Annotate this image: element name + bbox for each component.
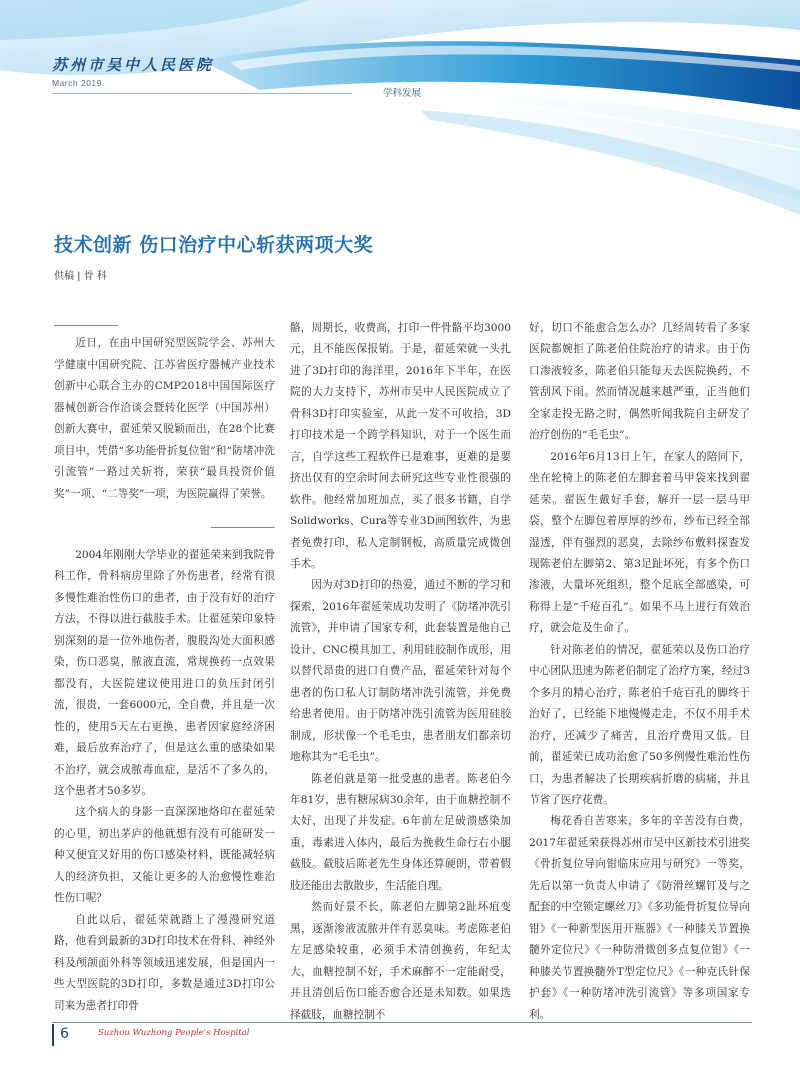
paragraph: 2004年刚刚大学毕业的翟延荣来到我院骨科工作，骨科病房里除了外伤患者，经常有很多慢性难治性伤口的患者，由于没有好的治疗方法，不得以进行截肢手术。让翟延荣印象特别深刻的是一位外地伤者，腹股沟处大面积感染，伤口恶臭，脓液直流，常规换药一点效果都没有，大医院建议使用进口的负压封闭引流，很贵，一套6000元，全自费，并且是一次性的，使用5天左右更换，患者因家庭经济困难，最后放弃治疗了，但是这么重的感染如果不治疗，就会成脓毒血症，是活不了多久的，这个患者才50多岁。 [54, 549, 275, 797]
paragraph: 然而好景不长，陈老伯左脚第2趾坏疽变黑，逐渐渗液流脓并伴有恶臭味。考虑陈老伯左足感染较重，必须手术清创换药，年纪太大，血糖控制不好，手术麻醉不一定能耐受，并且清创后伤口能否愈合还是未知数。如果选择截肢，血糖控制不 [290, 901, 511, 1021]
paragraph: 陈老伯就是第一批受惠的患者。陈老伯今年81岁，患有糖尿病30余年，由于血糖控制不太好，出现了并发症。6年前左足破溃感染加重，毒素进入体内，最后为挽救生命行右小腿截肢。截肢后陈老先生身体还算硬朗，带着假肢还能出去散散步，生活能自理。 [290, 772, 511, 892]
hospital-name-logo: 苏州市吴中人民医院 [52, 56, 215, 74]
header-rule [52, 93, 352, 94]
paragraph: 梅花香自苦寒来，多年的辛苦没有白费，2017年翟延荣获得苏州市吴中区新技术引进奖《骨折复位导向钳临床应用与研究》一等奖，先后以第一负责人申请了《防滑丝螺钉及与之配套的中空锁定螺丝刀》《多功能骨折复位导向钳》《一种新型医用开瓶器》《一种膝关节置换髓外定位尺》《一种防滑微创多点复位钳》《一种膝关节置换髓外T型定位尺》《一种克氏针保护套》《一种防堵冲洗引流管》等多项国家专利。 [529, 815, 750, 1021]
blue-swoosh-graphic [0, 0, 800, 220]
footer-hospital-name: Suzhou Wuzhong People's Hospital [98, 1028, 250, 1038]
section-label: 学科发展 [383, 88, 422, 99]
paragraph: 好，切口不能愈合怎么办？几经周转看了多家医院都婉拒了陈老伯住院治疗的请求。由于伤口渗液较多，陈老伯只能每天去医院换药，不管刮风下雨。然而情况越来越严重，正当他们全家走投无路之时，偶然听闻我院自主研发了治疗创伤的“毛毛虫”。 [529, 322, 750, 442]
column-right [529, 318, 750, 1026]
paragraph: 因为对3D打印的热爱，通过不断的学习和探索，2016年翟延荣成功发明了《防堵冲洗引流管》，并申请了国家专利，此套装置是他自己设计、CNC模具加工、利用硅胶制作成形，用以替代昂贵的进口自费产品，翟延荣针对每个患者的伤口私人订制防堵冲洗引流管，并免费给患者使用。由于防堵冲洗引流管为医用硅胶制成，形状像一个毛毛虫，患者朋友们都亲切地称其为“毛毛虫”。 [290, 579, 511, 764]
paragraph: 自此以后，翟延荣就踏上了漫漫研究道路，他看到最新的3D打印技术在骨科、神经外科及颅颌面外科等领域迅速发展，但是国内一些大型医院的3D打印，多数是通过3D打印公司来为患者打印骨 [54, 913, 275, 1012]
byline: 供稿 | 骨 科 [54, 271, 107, 282]
column-left [54, 545, 275, 1017]
page-number-marker [52, 1024, 54, 1046]
paragraph: 这个病人的身影一直深深地烙印在翟延荣的心里，初出茅庐的他就想有没有可能研发一种又便宜又好用的伤口感染材料，既能减轻病人的经济负担，又能让更多的人治愈慢性难治性伤口呢？ [54, 806, 275, 905]
lead-paragraph: 近日，在由中国研究型医院学会、苏州大学健康中国研究院、江苏省医疗器械产业技术创新中心联合主办的CMP2018中国国际医疗器械创新合作洽谈会暨转化医学（中国苏州）创新大赛中，翟延荣又脱颖而出，在28个比赛项目中，凭借“多功能骨折复位钳”和“防堵冲洗引流管”一路过关斩将，荣获“最具投资价值奖”一项、“二等奖”一项，为医院赢得了荣誉。 [54, 337, 275, 500]
article-title: 技术创新 伤口治疗中心斩获两项大奖 [54, 234, 374, 256]
footer-rule [52, 1022, 752, 1023]
issue-date: March 2019 [52, 78, 102, 88]
paragraph: 针对陈老伯的情况，翟延荣以及伤口治疗中心团队迅速为陈老伯制定了治疗方案，经过3个多月的精心治疗，陈老伯千疮百孔的脚终于治好了，已经能下地慢慢走走，不仅不用手术治疗，还减少了痛苦，且治疗费用又低。目前，翟延荣已成功治愈了50多例慢性难治性伤口，为患者解决了长期疾病折磨的病痛，并且节省了医疗花费。 [529, 643, 750, 806]
lead-top-rule [54, 325, 118, 326]
header-decoration [0, 0, 800, 220]
column-middle [290, 318, 511, 1026]
page-number: 6 [60, 1026, 69, 1042]
paragraph: 骼，周期长，收费高，打印一件骨骼平均3000元，且不能医保报销。于是，翟延荣就一头扎进了3D打印的海洋里，2016年下半年，在医院的大力支持下，苏州市吴中人民医院成立了骨科3D打印实验室，从此一发不可收拾，3D打印技术是一个跨学科知识，对于一个医生而言，自学这些工程软件已是难事，更难的是要挤出仅有的空余时间去研究这些专业性很强的软件。他经常加班加点，买了很多书籍，自学Solidworks、Cura等专业3D画图软件，为患者免费打印，私人定制钢板，高质量完成微创手术。 [290, 322, 511, 570]
lead-bottom-rule [211, 527, 275, 528]
paragraph: 2016年6月13日上午，在家人的陪同下，坐在轮椅上的陈老伯左脚套着马甲袋来找到翟延荣。翟医生戴好手套，解开一层一层马甲袋，整个左脚包着厚厚的纱布，纱布已经全部湿透，伴有强烈的恶臭，去除纱布敷料探查发现陈老伯左脚第2、第3足趾坏死，有多个伤口渗液，大量坏死组织，整个足底全部感染，可称得上是“千疮百孔”。如果不马上进行有效治疗，就会危及生命了。 [529, 450, 750, 635]
